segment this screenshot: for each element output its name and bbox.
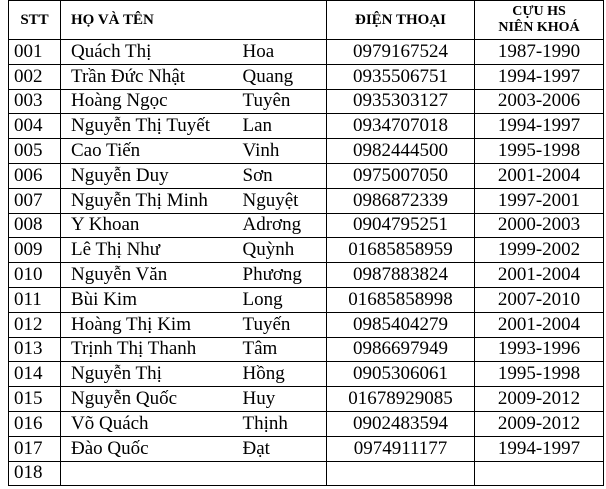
cell-surname: Cao Tiến [61, 139, 241, 164]
cell-years: 2001-2004 [475, 263, 604, 288]
header-years-line2: NIÊN KHOÁ [498, 20, 580, 35]
cell-surname: Y Khoan [61, 213, 241, 238]
header-row [9, 1, 604, 40]
cell-surname: Đào Quốc [61, 436, 241, 461]
cell-years: 1993-1996 [475, 337, 604, 362]
cell-stt: 013 [9, 337, 61, 362]
table-row [9, 362, 604, 387]
cell-phone: 0974911177 [327, 436, 475, 461]
cell-years: 1994-1997 [475, 64, 604, 89]
cell-phone: 0904795251 [327, 213, 475, 238]
cell-surname: Nguyễn Quốc [61, 387, 241, 412]
cell-phone: 01685858959 [327, 238, 475, 263]
table-row [9, 287, 604, 312]
table-row [9, 312, 604, 337]
cell-surname: Võ Quách [61, 411, 241, 436]
cell-surname: Hoàng Thị Kim [61, 312, 241, 337]
cell-surname: Trịnh Thị Thanh [61, 337, 241, 362]
cell-stt: 010 [9, 263, 61, 288]
cell-stt: 004 [9, 114, 61, 139]
header-name: HỌ VÀ TÊN [61, 1, 327, 40]
cell-phone [327, 461, 475, 486]
cell-years: 2000-2003 [475, 213, 604, 238]
table-row [9, 213, 604, 238]
cell-stt: 016 [9, 411, 61, 436]
cell-surname: Nguyễn Duy [61, 163, 241, 188]
cell-years: 2001-2004 [475, 163, 604, 188]
cell-years: 1987-1990 [475, 40, 604, 65]
cell-years: 2009-2012 [475, 387, 604, 412]
table-row [9, 337, 604, 362]
cell-given-name: Tuyên [241, 89, 327, 114]
header-years-line1: CỰU HS [512, 4, 566, 19]
table-row [9, 238, 604, 263]
cell-years: 1997-2001 [475, 188, 604, 213]
cell-stt: 005 [9, 139, 61, 164]
cell-surname [61, 461, 241, 486]
cell-phone: 0902483594 [327, 411, 475, 436]
cell-stt: 014 [9, 362, 61, 387]
cell-years: 1999-2002 [475, 238, 604, 263]
cell-surname: Lê Thị Như [61, 238, 241, 263]
cell-given-name: Long [241, 287, 327, 312]
table-row [9, 139, 604, 164]
cell-phone: 0986872339 [327, 188, 475, 213]
cell-phone: 0975007050 [327, 163, 475, 188]
cell-surname: Quách Thị [61, 40, 241, 65]
cell-stt: 002 [9, 64, 61, 89]
cell-years: 2001-2004 [475, 312, 604, 337]
cell-surname: Nguyễn Thị [61, 362, 241, 387]
cell-phone: 0905306061 [327, 362, 475, 387]
header-phone: ĐIỆN THOẠI [327, 1, 475, 40]
alumni-table [8, 0, 604, 486]
cell-surname: Bùi Kim [61, 287, 241, 312]
cell-stt: 012 [9, 312, 61, 337]
cell-years: 1995-1998 [475, 362, 604, 387]
cell-years: 1994-1997 [475, 114, 604, 139]
table-row [9, 114, 604, 139]
header-years [475, 1, 604, 40]
cell-phone: 0982444500 [327, 139, 475, 164]
cell-surname: Nguyễn Thị Tuyết [61, 114, 241, 139]
cell-phone: 0935506751 [327, 64, 475, 89]
table-row [9, 89, 604, 114]
cell-given-name: Sơn [241, 163, 327, 188]
cell-phone: 0934707018 [327, 114, 475, 139]
cell-given-name: Huy [241, 387, 327, 412]
cell-given-name: Adrơng [241, 213, 327, 238]
table-row [9, 40, 604, 65]
cell-years: 1995-1998 [475, 139, 604, 164]
table-row [9, 163, 604, 188]
table-row [9, 188, 604, 213]
cell-years: 1994-1997 [475, 436, 604, 461]
cell-given-name [241, 461, 327, 486]
cell-given-name: Hoa [241, 40, 327, 65]
cell-years: 2007-2010 [475, 287, 604, 312]
cell-stt: 003 [9, 89, 61, 114]
cell-stt: 009 [9, 238, 61, 263]
cell-phone: 0979167524 [327, 40, 475, 65]
table-row [9, 461, 604, 486]
header-stt: STT [9, 1, 61, 40]
cell-phone: 0987883824 [327, 263, 475, 288]
cell-surname: Hoàng Ngọc [61, 89, 241, 114]
cell-given-name: Hồng [241, 362, 327, 387]
cell-given-name: Vinh [241, 139, 327, 164]
cell-years [475, 461, 604, 486]
cell-phone: 0935303127 [327, 89, 475, 114]
table-row [9, 411, 604, 436]
table-row [9, 64, 604, 89]
cell-given-name: Tuyến [241, 312, 327, 337]
cell-given-name: Quang [241, 64, 327, 89]
cell-stt: 011 [9, 287, 61, 312]
table-row [9, 436, 604, 461]
cell-given-name: Đạt [241, 436, 327, 461]
cell-given-name: Tâm [241, 337, 327, 362]
cell-stt: 006 [9, 163, 61, 188]
cell-years: 2003-2006 [475, 89, 604, 114]
cell-stt: 001 [9, 40, 61, 65]
cell-stt: 015 [9, 387, 61, 412]
cell-stt: 007 [9, 188, 61, 213]
cell-given-name: Phương [241, 263, 327, 288]
table-row [9, 263, 604, 288]
cell-stt: 018 [9, 461, 61, 486]
cell-phone: 0985404279 [327, 312, 475, 337]
cell-surname: Nguyễn Thị Minh [61, 188, 241, 213]
cell-stt: 017 [9, 436, 61, 461]
cell-given-name: Lan [241, 114, 327, 139]
cell-stt: 008 [9, 213, 61, 238]
cell-given-name: Nguyệt [241, 188, 327, 213]
cell-years: 2009-2012 [475, 411, 604, 436]
cell-given-name: Thịnh [241, 411, 327, 436]
table-row [9, 387, 604, 412]
cell-phone: 0986697949 [327, 337, 475, 362]
cell-surname: Nguyễn Văn [61, 263, 241, 288]
cell-phone: 01678929085 [327, 387, 475, 412]
cell-phone: 01685858998 [327, 287, 475, 312]
cell-given-name: Quỳnh [241, 238, 327, 263]
cell-surname: Trần Đức Nhật [61, 64, 241, 89]
